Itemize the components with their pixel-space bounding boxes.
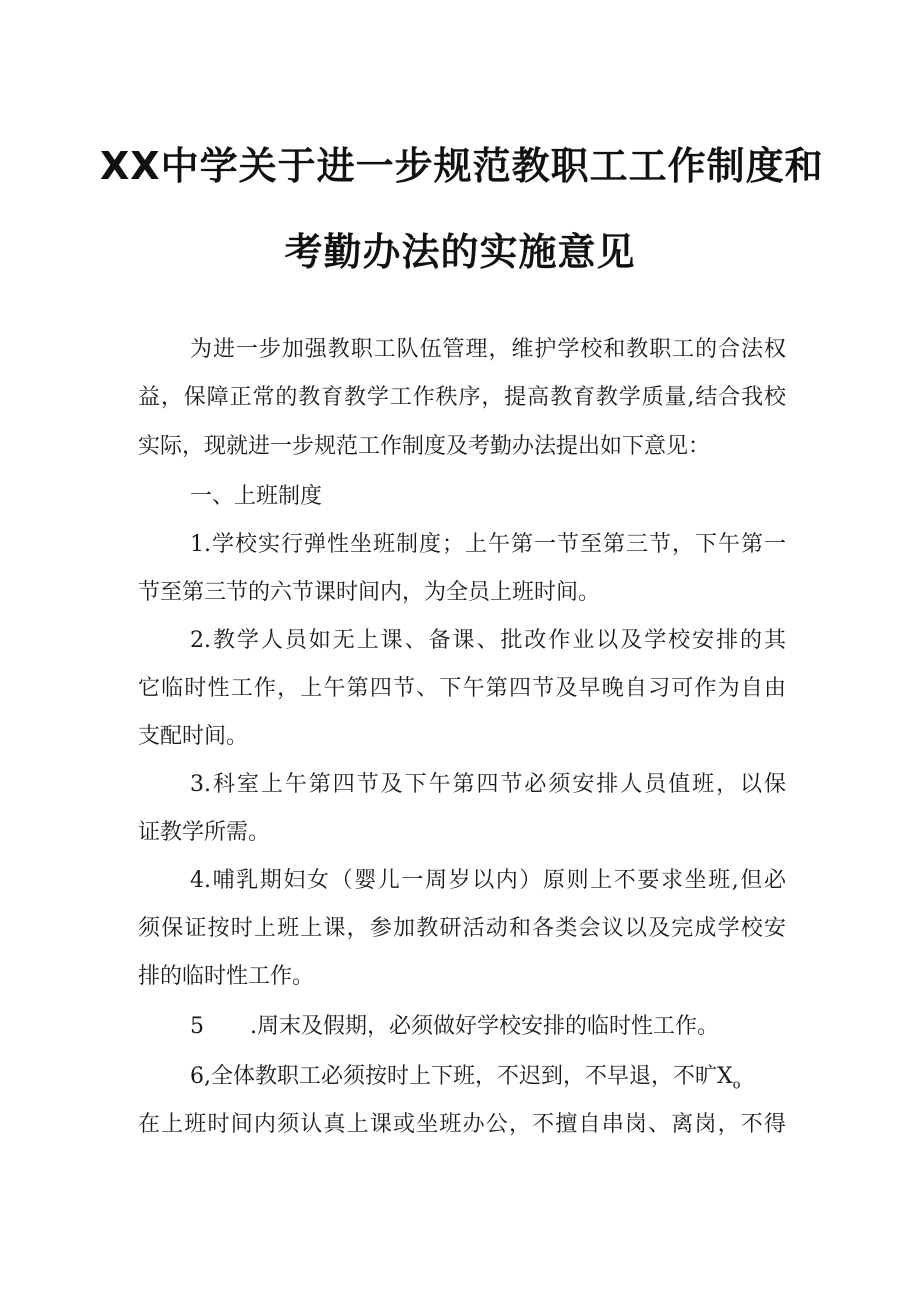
paragraph-line: 实际，现就进一步规范工作制度及考勤办法提出如下意见： xyxy=(138,434,711,459)
list-item xyxy=(190,1012,719,1042)
paragraph-line: 排的临时性工作。 xyxy=(138,964,315,989)
item-text: 6,全体教职工必须按时上下班，不迟到，不早退，不旷X xyxy=(190,1064,733,1089)
paragraph-line: 须保证按时上班上课，参加教研活动和各类会议以及完成学校安 xyxy=(138,916,786,941)
paragraph-line: 它临时性工作，上午第四节、下午第四节及早晚自习可作为自由 xyxy=(138,676,786,701)
paragraph-line xyxy=(190,1062,786,1100)
item-number: 5 xyxy=(190,1014,204,1039)
document-title-line-2: 考勤办法的实施意见 xyxy=(284,230,636,274)
paragraph-line: 1.学校实行弹性坐班制度；上午第一节至第三节，下午第一 xyxy=(190,532,786,557)
paragraph-line: 3.科室上午第四节及下午第四节必须安排人员值班，以保 xyxy=(190,772,786,797)
document-title-line-1: XX中学关于进一步规范教职工工作制度和 xyxy=(100,144,824,188)
paragraph-line: 支配时间。 xyxy=(138,724,249,749)
paragraph-line: 为进一步加强教职工队伍管理，维护学校和教职工的合法权 xyxy=(190,337,786,362)
paragraph-line: 证教学所需。 xyxy=(138,820,271,845)
section-heading: 一、上班制度 xyxy=(190,484,323,509)
paragraph-line: 节至第三节的六节课时间内，为全员上班时间。 xyxy=(138,580,601,605)
ocr-artifact-subscript: o xyxy=(732,1077,741,1093)
paragraph-line: 2.教学人员如无上课、备课、批改作业以及学校安排的其 xyxy=(190,628,786,653)
paragraph-line: 在上班时间内须认真上课或坐班办公，不擅自串岗、离岗，不得 xyxy=(138,1112,786,1137)
paragraph-line: 益，保障正常的教育教学工作秩序，提高教育教学质量,结合我校 xyxy=(138,385,786,410)
paragraph-line: 4.哺乳期妇女（婴儿一周岁以内）原则上不要求坐班,但必 xyxy=(190,868,786,893)
item-text: .周末及假期，必须做好学校安排的临时性工作。 xyxy=(250,1014,719,1039)
